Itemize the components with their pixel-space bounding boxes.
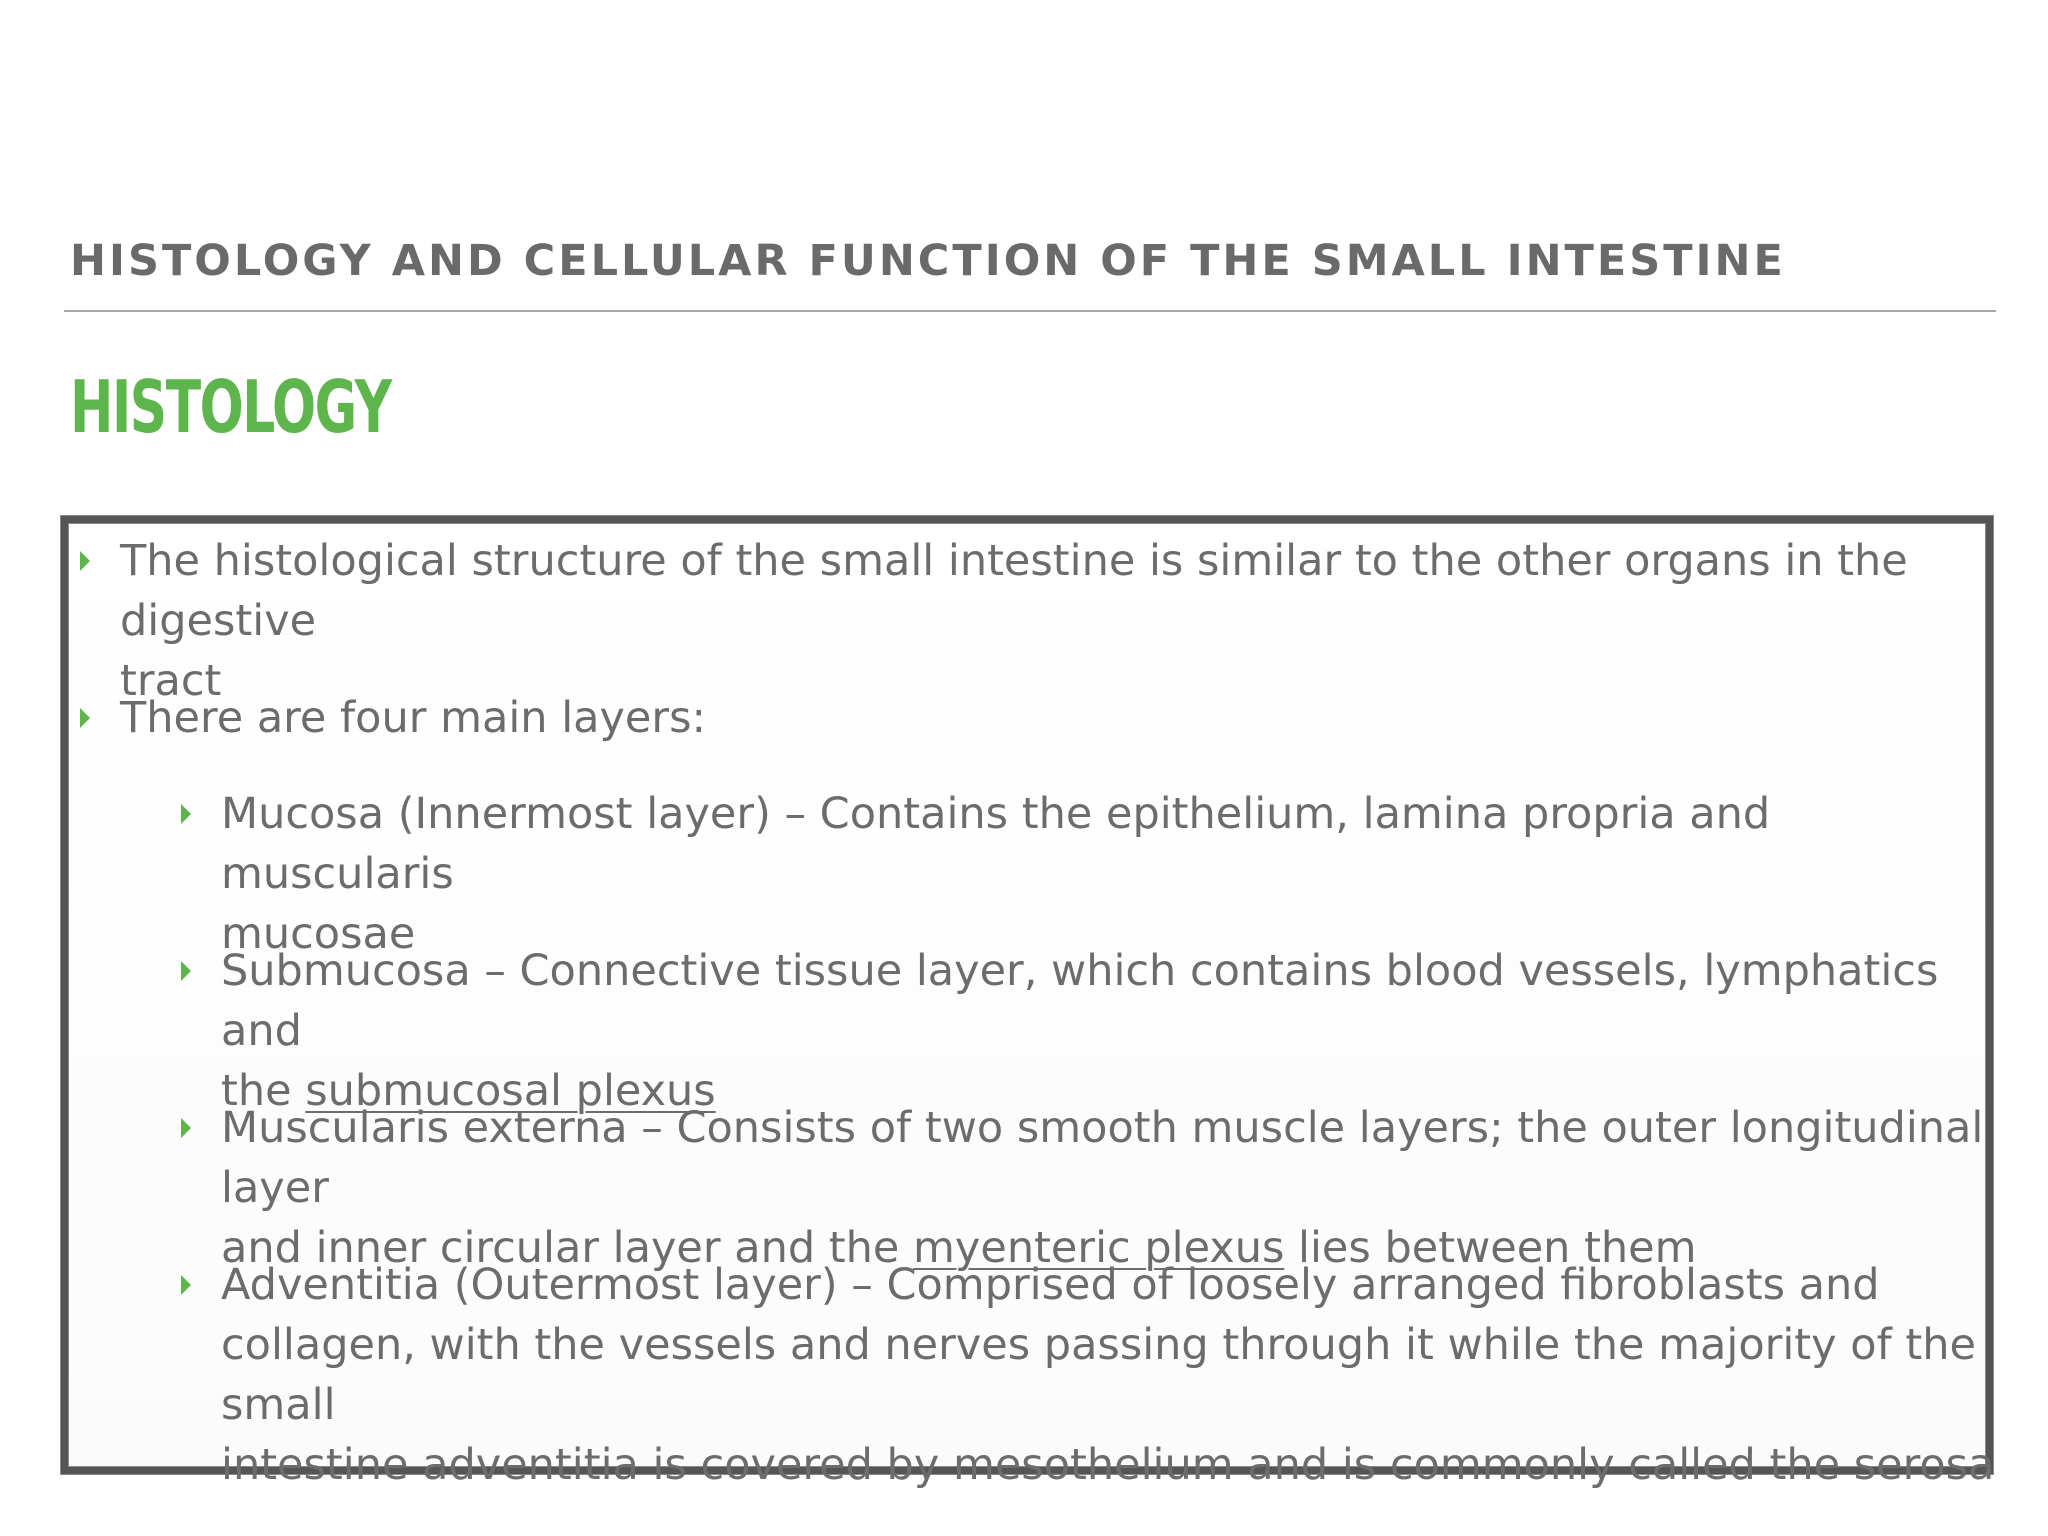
myenteric-plexus-link[interactable]: myenteric plexus [913,1223,1285,1273]
bullet-line: There are four main layers: [120,693,706,743]
bullet-arrow-icon [181,1275,191,1295]
sub-bullet-submucosa [221,941,2001,1121]
bullet-arrow-icon [181,961,191,981]
bullet-arrow-icon [80,708,90,728]
bullet-arrow-icon [80,551,90,571]
section-title: HISTOLOGY [70,365,391,449]
bullet-arrow-icon [181,804,191,824]
bullet-line: Submucosa – Connective tissue layer, which contains blood vessels, lymphatics and [221,946,1939,1056]
bullet-line: tract [120,656,222,706]
bullet-text: the [221,1066,306,1116]
bullet-item-histology-structure [120,531,2000,711]
header-title: HISTOLOGY AND CELLULAR FUNCTION OF THE SMALL INTESTINE [70,236,1786,286]
sub-bullet-mucosa [221,784,2001,964]
bullet-text: and inner circular layer and the [221,1223,914,1273]
bullet-line: intestine adventitia is covered by mesothelium and is commonly called the serosa [221,1440,1995,1490]
bullet-text: lies between them [1284,1223,1697,1273]
bullet-line: Mucosa (Innermost layer) – Contains the epithelium, lamina propria and muscularis [221,789,1771,899]
bullet-line: mucosae [221,909,416,959]
bullet-item-four-layers [120,688,2000,748]
bullet-line: collagen, with the vessels and nerves passing through it while the majority of the small [221,1320,1976,1430]
submucosal-plexus-link[interactable]: submucosal plexus [305,1066,716,1116]
bullet-line: Adventitia (Outermost layer) – Comprised of loosely arranged fibroblasts and [221,1260,1880,1310]
header-divider [64,310,1996,312]
bullet-line: Muscularis externa – Consists of two smooth muscle layers; the outer longitudinal layer [221,1103,1984,1213]
sub-bullet-adventitia [221,1255,2001,1495]
sub-bullet-muscularis-externa [221,1098,2001,1278]
bullet-arrow-icon [181,1118,191,1138]
bullet-line: The histological structure of the small intestine is similar to the other organs in the digestive [120,536,1908,646]
